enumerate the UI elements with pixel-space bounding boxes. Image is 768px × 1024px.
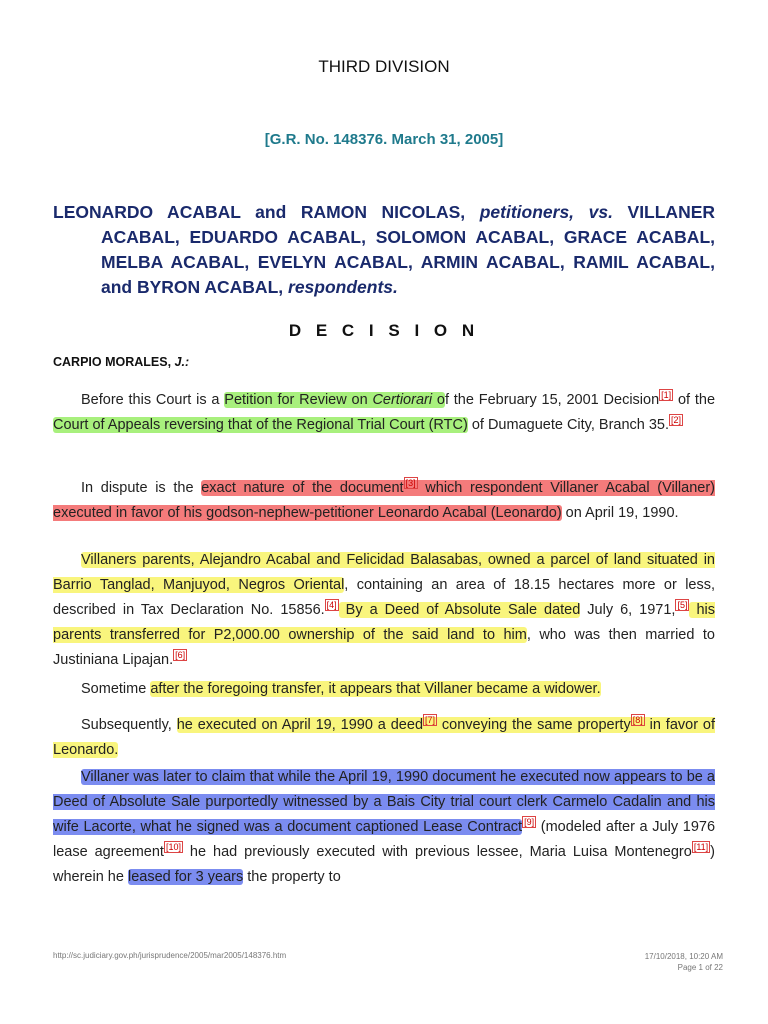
highlight-blue: leased for 3 years — [127, 869, 244, 885]
text: Sometime — [81, 681, 151, 697]
paragraph-2 — [53, 476, 715, 526]
highlight-yellow: By a Deed of Absolute Sale dated — [338, 602, 581, 618]
text: in favor of Leonardo. — [53, 717, 716, 758]
footer-datetime: 17/10/2018, 10:20 AM — [644, 952, 723, 961]
highlight-blue: Villaner was later to claim that while the April 19, 1990 document he executed now appears to be a Deed of Absolute Sale purportedly witnessed by a Bais City trial court clerk Carmelo Cadalin and his wife Lacorte, what he signed was a document captioned Lease Contract — [53, 769, 715, 835]
petitioners-names: LEONARDO ACABAL and RAMON NICOLAS, — [53, 202, 466, 222]
ponente-suffix: J.: — [171, 355, 190, 369]
text: ) wherein he — [53, 844, 716, 885]
text: on April 19, 1990. — [561, 505, 679, 521]
text: Before this Court is a — [81, 392, 225, 408]
decision-heading: D E C I S I O N — [288, 321, 480, 340]
footnote-link[interactable]: [2] — [671, 415, 682, 426]
case-parties — [53, 200, 715, 300]
text: which respondent Villaner Acabal (Villaner) executed in favor of his godson-nephew-petitioner Leonardo Acabal (Leonardo) — [53, 480, 715, 521]
footnote-link[interactable]: [4] — [326, 600, 337, 611]
text: the property to — [243, 869, 341, 885]
footer-page-number: Page 1 of 22 — [677, 963, 723, 972]
footnote-link[interactable]: [1] — [661, 390, 672, 401]
paragraph-3 — [53, 548, 715, 673]
footnote-link[interactable]: [10] — [165, 842, 181, 853]
footnote-link[interactable]: [7] — [425, 715, 436, 726]
footnote-link[interactable]: [6] — [175, 650, 186, 661]
text: he had previously executed with previous lessee, Maria Luisa Montenegro — [182, 844, 692, 860]
division-heading: THIRD DIVISION — [318, 57, 450, 76]
paragraph-5 — [53, 713, 715, 763]
footnote-link[interactable]: [8] — [632, 715, 643, 726]
highlight-green: Court of Appeals reversing that of the Regional Trial Court (RTC) — [53, 417, 468, 433]
paragraph-4 — [53, 677, 715, 702]
text: f the February 15, 2001 Decision — [444, 392, 660, 408]
text-italic: Certiorari — [372, 392, 433, 408]
highlight-yellow: Villaners parents, Alejandro Acabal and Felicidad Balasabas, owned a parcel of land situated in Barrio Tanglad, Manjuyod, Negros Oriental — [53, 552, 715, 593]
highlight-yellow: after the foregoing transfer, it appears that Villaner became a widower. — [150, 681, 601, 697]
text: (modeled after a July 1976 lease agreement — [53, 819, 716, 860]
respondents-label: respondents. — [288, 277, 398, 297]
footer-meta — [645, 951, 723, 973]
text: , who was then married to Justiniana Lipajan. — [53, 627, 715, 668]
text: of Dumaguete City, Branch 35. — [467, 417, 670, 433]
footnote-link[interactable]: [9] — [524, 817, 535, 828]
text: Petition for Review on — [224, 392, 373, 408]
text: July 6, 1971, — [580, 602, 676, 618]
text: Subsequently, — [81, 717, 177, 733]
petitioners-label: petitioners, vs. — [479, 202, 613, 222]
ponente — [53, 355, 189, 369]
highlight-green — [224, 392, 445, 408]
text: conveying the same property — [437, 717, 631, 733]
respondents-names: VILLANER ACABAL, EDUARDO ACABAL, SOLOMON ACABAL, GRACE ACABAL, MELBA ACABAL, EVELYN ACABAL, ARMIN ACABAL, RAMIL ACABAL, and BYRON ACABAL, — [101, 202, 716, 297]
paragraph-6 — [53, 765, 715, 890]
footnote-link[interactable]: [5] — [677, 600, 688, 611]
highlight-yellow: his parents transferred for P2,000.00 ownership of the said land to him — [53, 602, 715, 643]
text: he executed on April 19, 1990 a deed — [176, 717, 424, 733]
ponente-name: CARPIO MORALES, — [53, 355, 172, 369]
gr-number: [G.R. No. 148376. March 31, 2005] — [264, 131, 504, 148]
text: , containing an area of 18.15 hectares more or less, described in Tax Declaration No. 15856. — [53, 577, 716, 618]
text: exact nature of the document — [201, 480, 404, 496]
paragraph-1 — [53, 388, 715, 438]
text: o — [432, 392, 445, 408]
text: of the — [673, 392, 716, 408]
footer-url: http://sc.judiciary.gov.ph/jurisprudence/2005/mar2005/148376.htm — [53, 951, 287, 960]
footnote-link[interactable]: [11] — [693, 842, 709, 853]
text: In dispute is the — [81, 480, 202, 496]
footnote-link[interactable]: [3] — [405, 478, 416, 489]
